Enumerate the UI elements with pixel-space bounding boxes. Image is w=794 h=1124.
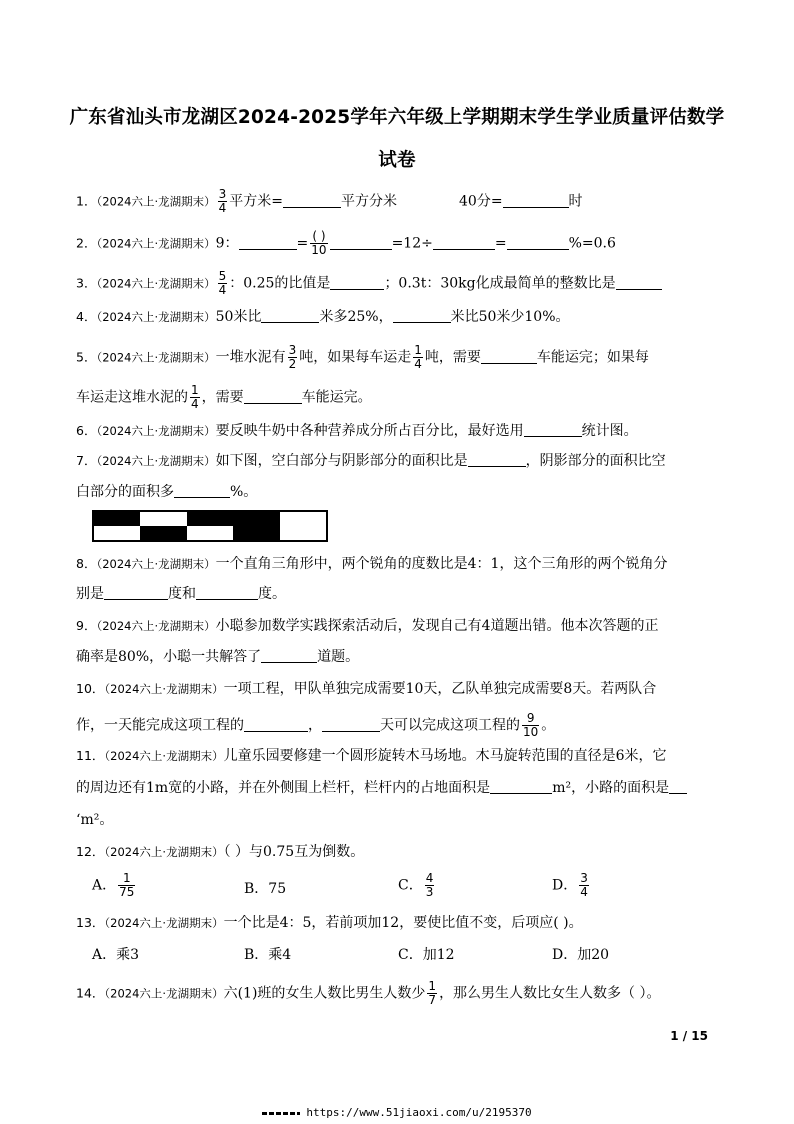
option-d[interactable]: D． $\frac{3}{4}$ xyxy=(552,871,588,899)
question-11-cont: 的周边还有1m宽的小路，并在外侧围上栏杆，栏杆内的占地面积是 m²，小路的面积是 xyxy=(76,778,687,798)
answer-blank[interactable] xyxy=(244,717,308,732)
option-b[interactable]: B．乘4 xyxy=(244,947,292,963)
fraction: $\frac{4}{3}$ xyxy=(425,871,434,899)
answer-blank[interactable] xyxy=(468,452,526,467)
question-12: 12．（2024六上·龙湖期末）（ ）与0.75互为倒数。 xyxy=(76,844,365,860)
question-3: 3．（2024六上·龙湖期末） $\frac{5}{4}$ ：0.25的比值是 ；0.3t：30kg化成最简单的整数比是 xyxy=(76,270,662,297)
fraction: $\frac{1}{75}$ xyxy=(119,871,135,899)
question-7-cont: 白部分的面积多 %。 xyxy=(76,484,258,500)
watermark-mark-icon xyxy=(262,1112,300,1115)
answer-blank[interactable] xyxy=(393,308,451,323)
option-c[interactable]: C．加12 xyxy=(398,947,455,963)
question-5: 5．（2024六上·龙湖期末）一堆水泥有 $\frac{3}{2}$ 吨，如果每车运走 $\frac{1}{4}$ 吨，需要 车能运完；如果每 xyxy=(76,343,649,371)
page-number: 1 / 15 xyxy=(670,1029,708,1043)
question-9: 9．（2024六上·龙湖期末）小聪参加数学实践探索活动后，发现自己有4道题出错。他本次答题的正 xyxy=(76,618,659,634)
option-b[interactable]: B．75 xyxy=(244,881,287,897)
question-13: 13．（2024六上·龙湖期末）一个比是4：5，若前项加12，要使比值不变，后项应( )。 xyxy=(76,915,583,931)
answer-blank[interactable] xyxy=(174,483,230,498)
answer-blank[interactable] xyxy=(669,779,687,794)
answer-blank[interactable] xyxy=(433,235,495,250)
fraction: $\frac{( )}{10}$ xyxy=(311,229,327,257)
question-8-cont: 别是 度和 度。 xyxy=(76,586,286,602)
question-11-cont2: ‘m²。 xyxy=(76,812,114,828)
option-d[interactable]: D．加20 xyxy=(552,947,610,963)
fraction: $\frac{9}{10}$ xyxy=(523,711,539,739)
question-9-cont: 确率是80%，小聪一共解答了 道题。 xyxy=(76,649,360,665)
question-8: 8．（2024六上·龙湖期末）一个直角三角形中，两个锐角的度数比是4：1，这个三角形的两个锐角分 xyxy=(76,556,668,572)
answer-blank[interactable] xyxy=(503,193,569,208)
area-figure xyxy=(92,510,328,542)
answer-blank[interactable] xyxy=(507,235,569,250)
answer-blank[interactable] xyxy=(490,779,552,794)
answer-blank[interactable] xyxy=(104,585,168,600)
question-1: 1．（2024六上·龙湖期末） $\frac{3}{4}$ 平方米= 平方分米 40分= 时 xyxy=(76,187,583,215)
footer-url[interactable]: https://www.51jiaoxi.com/u/2195370 xyxy=(306,1106,532,1119)
option-a[interactable]: A． $\frac{1}{75}$ xyxy=(92,871,135,899)
answer-blank[interactable] xyxy=(261,648,317,663)
answer-blank[interactable] xyxy=(196,585,258,600)
question-11: 11．（2024六上·龙湖期末）儿童乐园要修建一个圆形旋转木马场地。木马旋转范围的直径是6米，它 xyxy=(76,748,667,764)
question-10: 10．（2024六上·龙湖期末）一项工程，甲队单独完成需要10天，乙队单独完成需要8天。若两队合 xyxy=(76,681,657,697)
answer-blank[interactable] xyxy=(524,422,582,437)
question-2: 2．（2024六上·龙湖期末）9： = $\frac{( )}{10}$ =12÷ = %=0.6 xyxy=(76,229,616,257)
option-c[interactable]: C． $\frac{4}{3}$ xyxy=(398,871,434,899)
fraction: $\frac{3}{4}$ xyxy=(218,187,227,215)
fraction: $\frac{1}{4}$ xyxy=(414,343,422,371)
question-14: 14．（2024六上·龙湖期末）六(1)班的女生人数比男生人数少 $\frac{1}{7}$ ，那么男生人数比女生人数多（ ）。 xyxy=(76,979,661,1007)
fraction: $\frac{5}{4}$ xyxy=(218,269,227,297)
fraction: $\frac{1}{4}$ xyxy=(191,383,199,411)
question-10-cont: 作，一天能完成这项工程的 ， 天可以完成这项工程的 $\frac{9}{10}$ 。 xyxy=(76,711,556,739)
answer-blank[interactable] xyxy=(330,235,392,250)
answer-blank[interactable] xyxy=(283,193,341,208)
fraction: $\frac{3}{4}$ xyxy=(580,871,588,899)
answer-blank[interactable] xyxy=(239,235,297,250)
question-7: 7．（2024六上·龙湖期末）如下图，空白部分与阴影部分的面积比是 ，阴影部分的面积比空 xyxy=(76,453,666,469)
fraction: $\frac{3}{2}$ xyxy=(288,343,297,371)
footer-watermark xyxy=(0,1106,794,1119)
answer-blank[interactable] xyxy=(616,275,662,290)
answer-blank[interactable] xyxy=(330,275,384,290)
answer-blank[interactable] xyxy=(244,389,302,404)
answer-blank[interactable] xyxy=(261,308,319,323)
answer-blank[interactable] xyxy=(481,349,537,364)
question-5-cont: 车运走这堆水泥的 $\frac{1}{4}$ ，需要 车能运完。 xyxy=(76,383,372,411)
fraction: $\frac{1}{7}$ xyxy=(428,979,437,1007)
question-6: 6．（2024六上·龙湖期末）要反映牛奶中各种营养成分所占百分比，最好选用 统计图。 xyxy=(76,423,638,439)
option-a[interactable]: A．乘3 xyxy=(92,947,140,963)
question-4: 4．（2024六上·龙湖期末）50米比 米多25%， 米比50米少10%。 xyxy=(76,309,570,325)
doc-title-line1: 广东省汕头市龙湖区2024-2025学年六年级上学期期末学生学业质量评估数学 xyxy=(69,107,725,128)
answer-blank[interactable] xyxy=(322,717,380,732)
doc-title-line2: 试卷 xyxy=(378,150,416,171)
